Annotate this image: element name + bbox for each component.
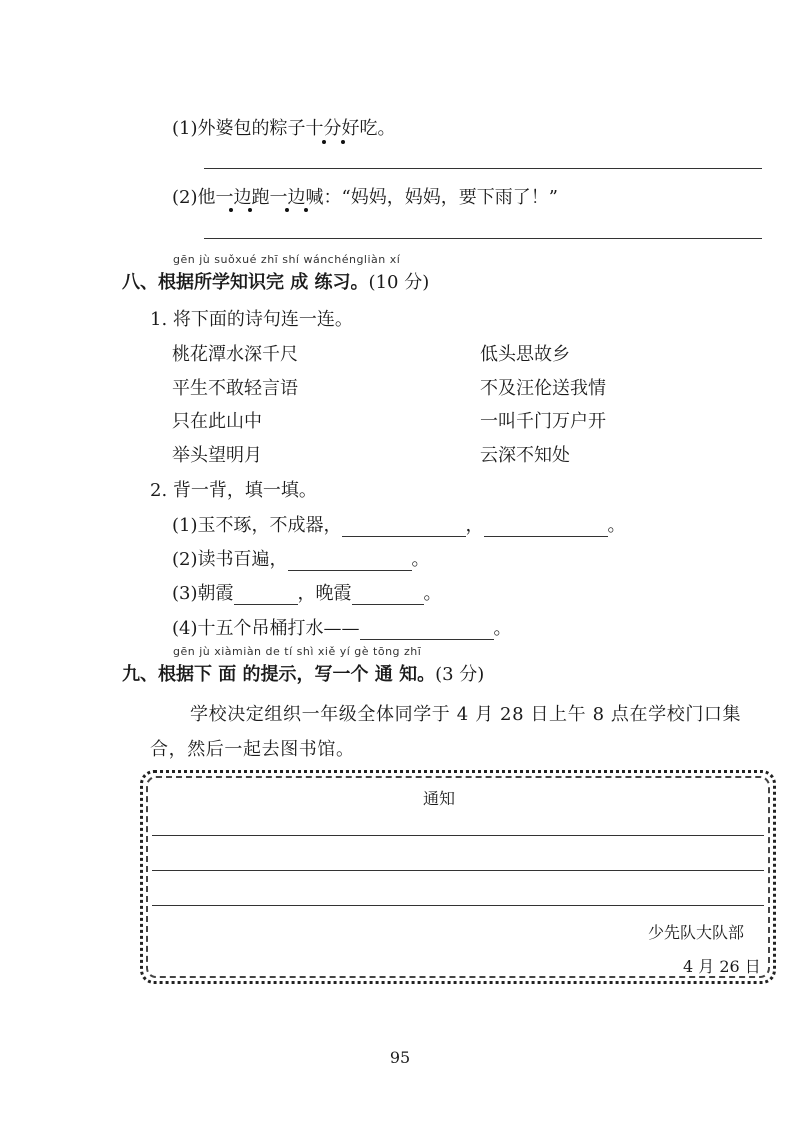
emphasis-dot: [322, 140, 326, 144]
fill-item-3-suffix: 。: [423, 583, 442, 604]
section-9-score: (3 分): [435, 664, 485, 685]
fill-item-3-mid: ，晚霞: [297, 583, 352, 604]
poem-right-4[interactable]: 云深不知处: [480, 445, 570, 466]
section-8-pinyin: gēn jù suǒxué zhī shí wánchéngliàn xí: [173, 253, 401, 266]
section-8-title: [122, 268, 429, 294]
fill-blank[interactable]: [234, 586, 298, 605]
section-9-pinyin: gēn jù xiàmiàn de tí shì xiě yí gè tōng zhī: [173, 645, 422, 658]
fill-item-4-prefix: (4)十五个吊桶打水——: [172, 618, 360, 639]
fill-item-1-mid: ，: [465, 515, 484, 536]
emphasis-dot: [341, 140, 345, 144]
poem-left-3[interactable]: 只在此山中: [172, 411, 262, 432]
answer-line[interactable]: [204, 168, 762, 169]
emphasis-dot: [304, 208, 308, 212]
notice-date: 4 月 26 日: [683, 957, 761, 976]
poem-left-1[interactable]: 桃花潭水深千尺: [172, 344, 298, 365]
fill-item-1: [172, 511, 626, 537]
poem-right-2[interactable]: 不及汪伦送我情: [480, 378, 606, 399]
fill-blank[interactable]: [288, 552, 412, 571]
fill-blank[interactable]: [342, 518, 466, 537]
notice-line-3[interactable]: [152, 905, 764, 906]
fill-item-1-prefix: (1)玉不琢，不成器，: [172, 515, 342, 536]
fill-item-2-suffix: 。: [411, 549, 430, 570]
prompt-line-2: 合，然后一起去图书馆。: [150, 739, 355, 760]
fill-blank[interactable]: [484, 518, 608, 537]
q7-item-2: (2)他一边跑一边喊：“妈妈，妈妈，要下雨了！”: [172, 187, 558, 208]
notice-box-inner-border: [146, 776, 770, 978]
prompt-line-1: 学校决定组织一年级全体同学于 4 月 28 日上午 8 点在学校门口集: [190, 704, 742, 725]
page-number: 95: [389, 1048, 411, 1067]
fill-item-4-suffix: 。: [493, 618, 512, 639]
poem-right-1[interactable]: 低头思故乡: [480, 344, 570, 365]
answer-line[interactable]: [204, 238, 762, 239]
poem-left-2[interactable]: 平生不敢轻言语: [172, 378, 298, 399]
section-9-title: [122, 660, 484, 686]
fill-blank[interactable]: [360, 621, 494, 640]
poem-right-3[interactable]: 一叫千门万户开: [480, 411, 606, 432]
poem-left-4[interactable]: 举头望明月: [172, 445, 262, 466]
notice-line-2[interactable]: [152, 870, 764, 871]
emphasis-dot: [285, 208, 289, 212]
notice-box: [140, 770, 776, 984]
fill-item-2-prefix: (2)读书百遍，: [172, 549, 288, 570]
section-8-title-text: 八、根据所学知识完 成 练习。: [122, 272, 369, 293]
emphasis-dot: [229, 208, 233, 212]
fill-item-3: [172, 579, 442, 605]
fill-blank[interactable]: [352, 586, 424, 605]
notice-title: 通知: [423, 789, 456, 808]
part-2-label: 2. 背一背，填一填。: [150, 480, 317, 501]
fill-item-2: [172, 545, 430, 571]
q7-item-1: (1)外婆包的粽子十分好吃。: [172, 118, 396, 139]
fill-item-3-prefix: (3)朝霞: [172, 583, 234, 604]
notice-line-1[interactable]: [152, 835, 764, 836]
section-9-title-text: 九、根据下 面 的提示，写一个 通 知。: [122, 664, 436, 685]
section-8-score: (10 分): [368, 272, 430, 293]
fill-item-1-suffix: 。: [607, 515, 626, 536]
emphasis-dot: [248, 208, 252, 212]
fill-item-4: [172, 614, 512, 640]
part-1-label: 1. 将下面的诗句连一连。: [150, 309, 353, 330]
notice-signature: 少先队大队部: [648, 923, 745, 942]
